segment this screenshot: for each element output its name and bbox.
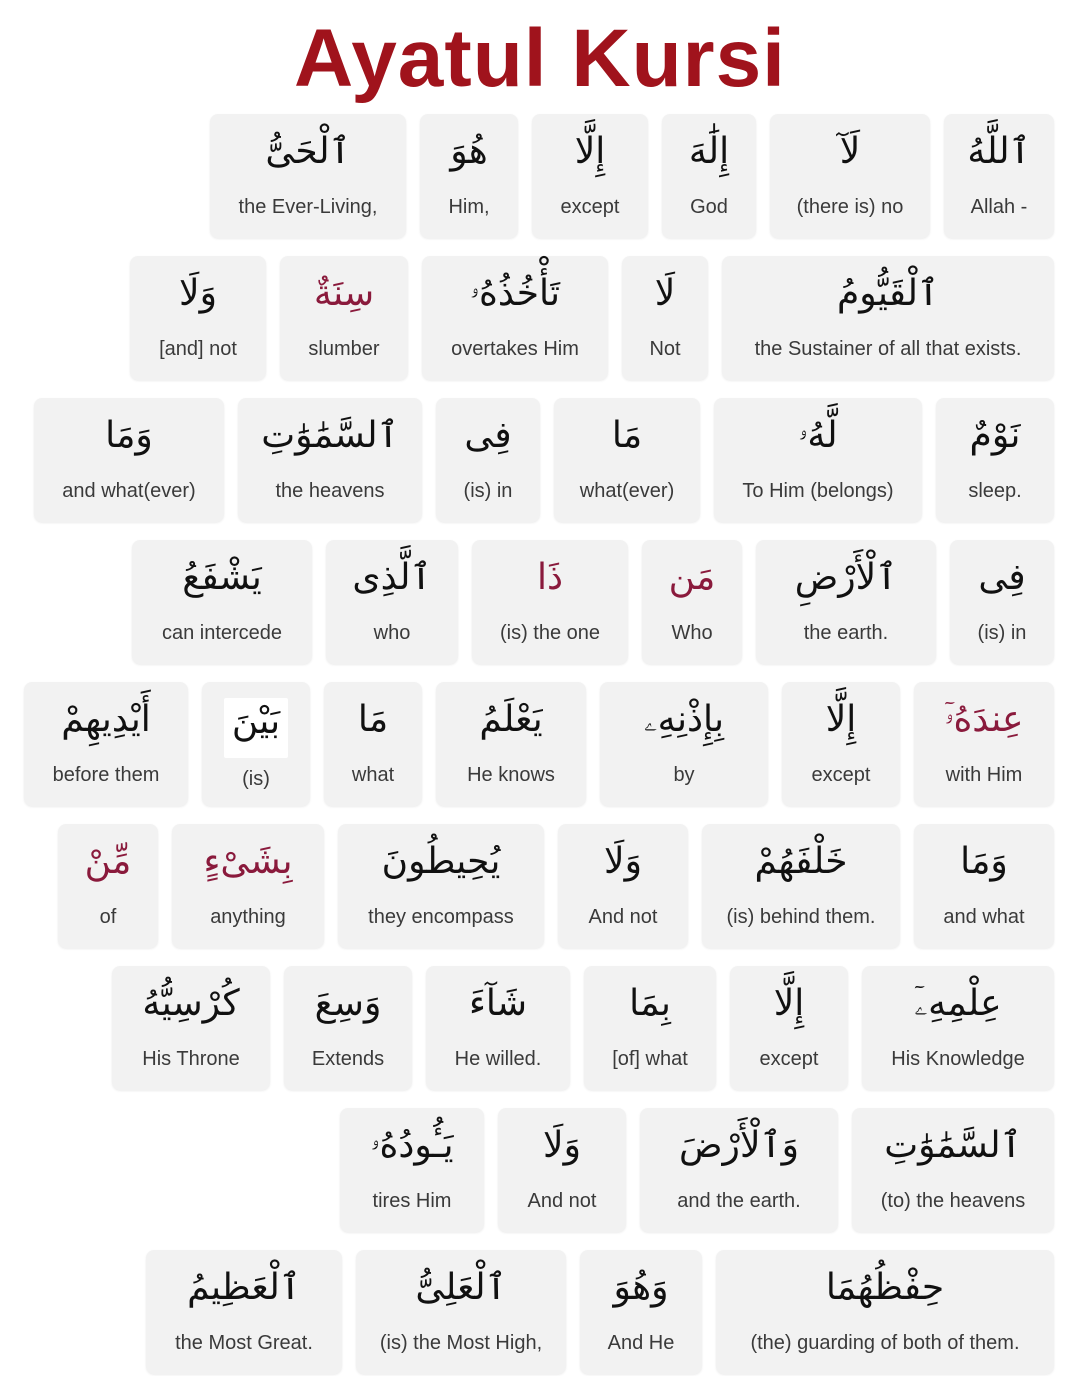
word-card [600, 682, 768, 806]
arabic-word: ٱلْعَظِيمُ [187, 1267, 301, 1308]
word-card [356, 1250, 566, 1374]
word-card [558, 824, 688, 948]
arabic-word: مَا [357, 699, 389, 740]
english-translation: And He [607, 1332, 675, 1354]
arabic-word: وَلَا [543, 1125, 581, 1166]
word-card [324, 682, 422, 806]
english-translation: (is) behind them. [726, 906, 876, 928]
english-translation: who [373, 622, 411, 644]
arabic-word: ٱلْحَىُّ [265, 131, 351, 172]
arabic-word: وَمَا [960, 841, 1008, 882]
arabic-word: ٱلْعَلِىُّ [415, 1267, 507, 1308]
word-card [172, 824, 324, 948]
word-card [58, 824, 158, 948]
arabic-word: إِلَّا [825, 699, 857, 740]
arabic-word: أَيْدِيهِمْ [61, 699, 151, 740]
word-card [714, 398, 922, 522]
arabic-word: ٱللَّهُ [967, 131, 1031, 172]
english-translation: (is) the Most High, [379, 1332, 543, 1354]
arabic-word: ذَا [536, 557, 564, 598]
arabic-word: مَا [611, 415, 643, 456]
arabic-word: وَهُوَ [613, 1267, 669, 1308]
arabic-word: يَشْفَعُ [182, 557, 262, 598]
english-translation: of [99, 906, 117, 928]
english-translation: and what(ever) [62, 480, 196, 502]
english-translation: (is) [242, 768, 270, 790]
english-translation: tires Him [372, 1190, 452, 1212]
english-translation: (there is) no [796, 196, 904, 218]
english-translation: Allah - [970, 196, 1028, 218]
word-card [580, 1250, 702, 1374]
english-translation: And not [588, 906, 658, 928]
arabic-word: عِلْمِهِۦٓ [914, 983, 1002, 1024]
english-translation: He willed. [454, 1048, 542, 1070]
word-card [944, 114, 1054, 238]
arabic-word: وَلَا [604, 841, 642, 882]
english-translation: Who [671, 622, 713, 644]
english-translation: His Throne [142, 1048, 240, 1070]
word-card [210, 114, 406, 238]
english-translation: overtakes Him [451, 338, 579, 360]
arabic-word: إِلَّا [574, 131, 606, 172]
english-translation: [of] what [612, 1048, 688, 1070]
word-card [280, 256, 408, 380]
verse-row [210, 114, 1054, 238]
english-translation: (is) in [463, 480, 513, 502]
arabic-word: نَوْمٌ [969, 415, 1021, 456]
english-translation: they encompass [368, 906, 514, 928]
arabic-word: هُوَ [450, 131, 488, 172]
arabic-word: عِندَهُۥٓ [944, 699, 1024, 740]
word-card [24, 682, 188, 806]
english-translation: the earth. [803, 622, 889, 644]
arabic-word: لَّهُۥ [798, 415, 838, 456]
arabic-word: يُحِيطُونَ [381, 841, 501, 882]
english-translation: slumber [308, 338, 380, 360]
arabic-word: بِشَىْءٍ [203, 841, 293, 882]
word-card [532, 114, 648, 238]
english-translation: sleep. [968, 480, 1022, 502]
arabic-word: سِنَةٌ [313, 273, 375, 314]
english-translation: To Him (belongs) [742, 480, 894, 502]
arabic-word: شَآءَ [468, 983, 528, 1024]
arabic-word: مَن [668, 557, 716, 598]
word-card [782, 682, 900, 806]
arabic-word: يَعْلَمُ [479, 699, 543, 740]
english-translation: what(ever) [579, 480, 675, 502]
word-card [422, 256, 608, 380]
word-card [914, 824, 1054, 948]
english-translation: Not [649, 338, 681, 360]
english-translation: (is) the one [499, 622, 601, 644]
english-translation: [and] not [159, 338, 237, 360]
word-card [436, 682, 586, 806]
word-card [34, 398, 224, 522]
arabic-word: وَمَا [105, 415, 153, 456]
english-translation: and what [943, 906, 1025, 928]
verse-row [112, 966, 1054, 1090]
arabic-word: إِلَٰهَ [688, 131, 730, 172]
arabic-word: كُرْسِيُّهُ [142, 983, 240, 1024]
english-translation: by [673, 764, 695, 786]
word-card [132, 540, 312, 664]
word-card [284, 966, 412, 1090]
english-translation: Him, [448, 196, 490, 218]
arabic-word: وَلَا [179, 273, 217, 314]
arabic-word: ٱلَّذِى [352, 557, 432, 598]
english-translation: anything [210, 906, 286, 928]
word-card [862, 966, 1054, 1090]
word-card [716, 1250, 1054, 1374]
arabic-word: بَيْنَ [224, 698, 288, 758]
arabic-word: حِفْظُهُمَا [825, 1267, 945, 1308]
verse-row [146, 1250, 1054, 1374]
english-translation: the heavens [275, 480, 385, 502]
verse-row [130, 256, 1054, 380]
arabic-word: ٱلْقَيُّومُ [836, 273, 940, 314]
arabic-word: مِّنْ [84, 841, 132, 882]
word-card [722, 256, 1054, 380]
word-card [936, 398, 1054, 522]
arabic-word: وَسِعَ [314, 983, 382, 1024]
word-card [914, 682, 1054, 806]
english-translation: except [811, 764, 871, 786]
arabic-word: تَأْخُذُهُۥ [470, 273, 560, 314]
english-translation: And not [527, 1190, 597, 1212]
english-translation: He knows [467, 764, 555, 786]
word-card [622, 256, 708, 380]
word-card [338, 824, 544, 948]
verse-row [34, 398, 1054, 522]
english-translation: the Ever-Living, [238, 196, 378, 218]
word-card [238, 398, 422, 522]
arabic-word: ٱلسَّمَٰوَٰتِ [261, 415, 399, 456]
arabic-word: بِمَا [629, 983, 671, 1024]
english-translation: (to) the heavens [880, 1190, 1026, 1212]
word-card [770, 114, 930, 238]
word-card [702, 824, 900, 948]
word-card [146, 1250, 342, 1374]
word-card [662, 114, 756, 238]
word-card [950, 540, 1054, 664]
arabic-word: فِى [978, 557, 1026, 598]
english-translation: God [690, 196, 728, 218]
word-card [498, 1108, 626, 1232]
arabic-word: بِإِذْنِهِۦ [643, 699, 725, 740]
english-translation: what [351, 764, 395, 786]
word-card [730, 966, 848, 1090]
arabic-word: ٱلسَّمَٰوَٰتِ [884, 1125, 1022, 1166]
word-card [852, 1108, 1054, 1232]
english-translation: except [759, 1048, 819, 1070]
arabic-word: خَلْفَهُمْ [754, 841, 848, 882]
word-card [756, 540, 936, 664]
arabic-word: فِى [464, 415, 512, 456]
word-card [340, 1108, 484, 1232]
verse-row [58, 824, 1054, 948]
english-translation: with Him [945, 764, 1023, 786]
word-card [426, 966, 570, 1090]
page-title: Ayatul Kursi [294, 13, 786, 104]
word-card [326, 540, 458, 664]
arabic-word: وَٱلْأَرْضَ [679, 1125, 799, 1166]
word-card [202, 682, 310, 806]
english-translation: Extends [311, 1048, 385, 1070]
word-card [112, 966, 270, 1090]
word-card [420, 114, 518, 238]
english-translation: (the) guarding of both of them. [750, 1332, 1020, 1354]
english-translation: the Most Great. [175, 1332, 313, 1354]
english-translation: (is) in [977, 622, 1027, 644]
word-card [130, 256, 266, 380]
verse-row [132, 540, 1054, 664]
arabic-word: لَآ [839, 131, 861, 172]
english-translation: the Sustainer of all that exists. [754, 338, 1022, 360]
word-card [584, 966, 716, 1090]
word-card [436, 398, 540, 522]
word-card [472, 540, 628, 664]
english-translation: before them [52, 764, 160, 786]
english-translation: can intercede [161, 622, 283, 644]
verse-row [340, 1108, 1054, 1232]
english-translation: except [560, 196, 620, 218]
english-translation: His Knowledge [891, 1048, 1025, 1070]
word-card [642, 540, 742, 664]
word-card [554, 398, 700, 522]
arabic-word: يَـُٔودُهُۥ [370, 1125, 454, 1166]
arabic-word: لَا [654, 273, 676, 314]
verse-row [24, 682, 1054, 806]
arabic-word: ٱلْأَرْضِ [794, 557, 898, 598]
arabic-word: إِلَّا [773, 983, 805, 1024]
english-translation: and the earth. [677, 1190, 801, 1212]
word-card [640, 1108, 838, 1232]
